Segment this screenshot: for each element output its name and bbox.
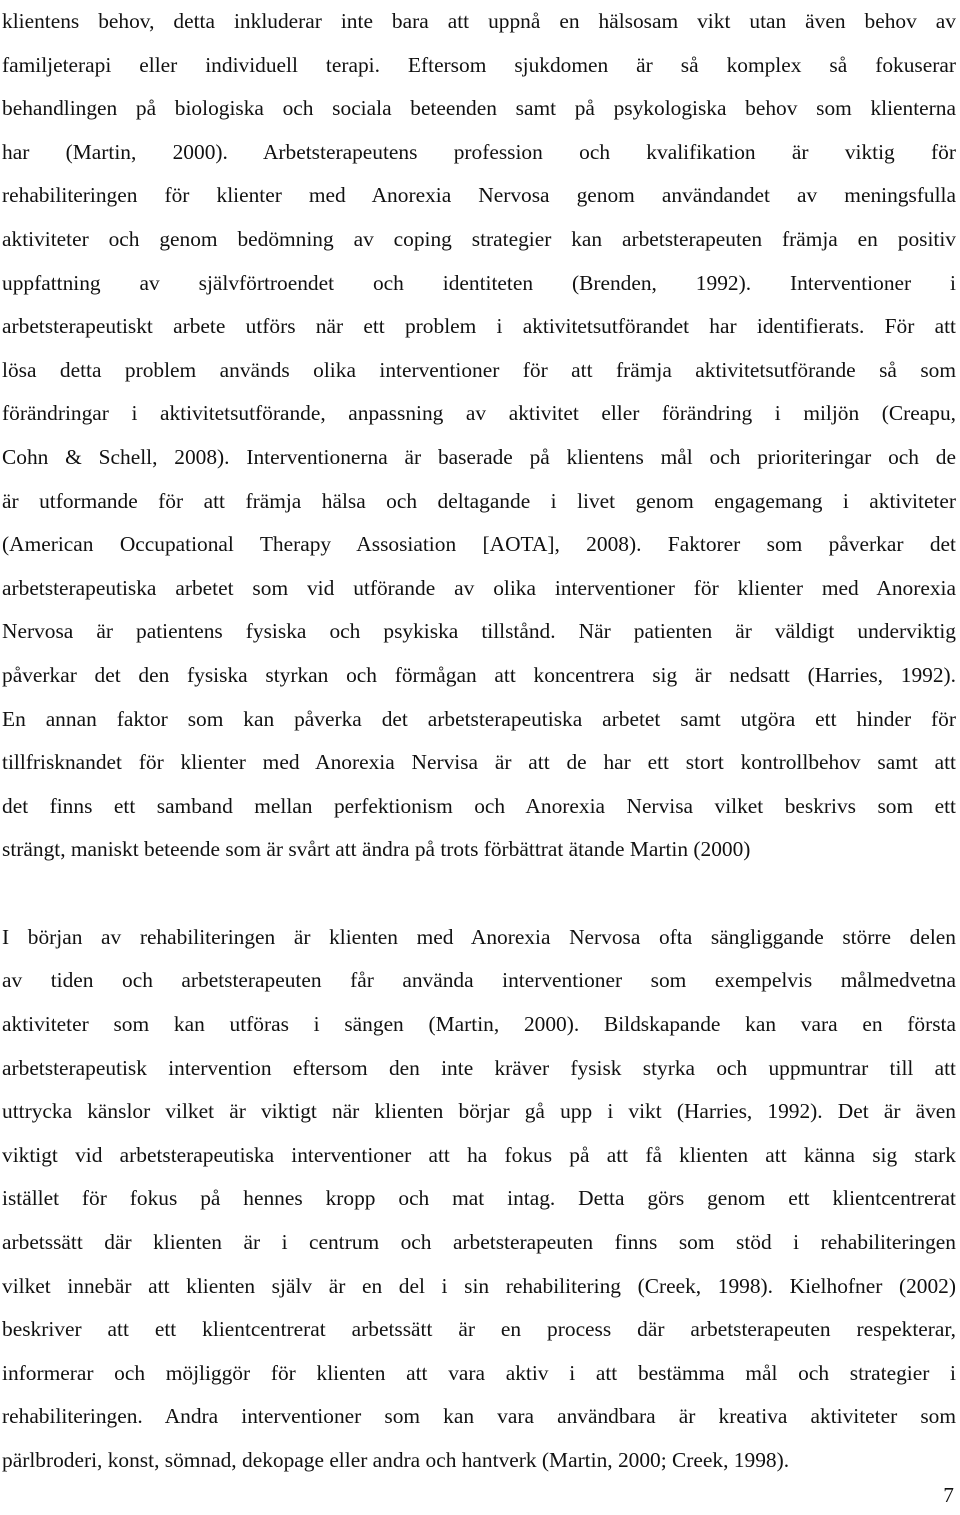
text-line: av tiden och arbetsterapeuten får använda interventioner som exempelvis målmedvetna — [2, 968, 956, 993]
text-line: arbetsterapeutiskt arbete utförs när ett problem i aktivitetsutförandet har identifierats. För att — [2, 314, 956, 339]
text-line: familjeterapi eller individuell terapi. Eftersom sjukdomen är så komplex så fokuserar — [2, 52, 956, 77]
text-line: (American Occupational Therapy Assosiation [AOTA], 2008). Faktorer som påverkar det — [2, 532, 956, 557]
text-line: tillfrisknandet för klienter med Anorexia Nervisa är att de har ett stort kontrollbehov samt att — [2, 750, 956, 775]
text-line: är utformande för att främja hälsa och deltagande i livet genom engagemang i aktiviteter — [2, 488, 956, 513]
text-line: vilket innebär att klienten själv är en del i sin rehabilitering (Creek, 1998). Kielhofner (2002) — [2, 1273, 956, 1298]
text-line: lösa detta problem används olika interventioner för att främja aktivitetsutförande så som — [2, 357, 956, 382]
text-line: Cohn & Schell, 2008). Interventionerna är baserade på klientens mål och prioriteringar och de — [2, 444, 956, 469]
text-line: strängt, maniskt beteende som är svårt att ändra på trots förbättrat ätande Martin (2000) — [2, 837, 751, 862]
text-line: informerar och möjliggör för klienten att vara aktiv i att bestämma mål och strategier i — [2, 1360, 956, 1385]
paragraph-spacer — [2, 872, 956, 916]
text-line: pärlbroderi, konst, sömnad, dekopage eller andra och hantverk (Martin, 2000; Creek, 1998). — [2, 1448, 790, 1472]
document-page — [2, 0, 956, 1483]
text-line: uppfattning av självförtroendet och identiteten (Brenden, 1992). Interventioner i — [2, 270, 956, 295]
text-line: rehabiliteringen. Andra interventioner som kan vara användbara är kreativa aktiviteter som — [2, 1404, 956, 1429]
text-line: klientens behov, detta inkluderar inte bara att uppnå en hälsosam vikt utan även behov av — [2, 9, 956, 33]
paragraph-1 — [2, 0, 956, 872]
text-line: beskriver att ett klientcentrerat arbetssätt är en process där arbetsterapeuten respekterar, — [2, 1317, 956, 1342]
text-line: arbetsterapeutiska arbetet som vid utförande av olika interventioner för klienter med Anorexia — [2, 575, 956, 600]
page-number: 7 — [943, 1483, 954, 1507]
text-line: aktiviteter som kan utföras i sängen (Martin, 2000). Bildskapande kan vara en första — [2, 1012, 956, 1037]
text-line: har (Martin, 2000). Arbetsterapeutens profession och kvalifikation är viktig för — [2, 139, 956, 164]
text-line: arbetssätt där klienten är i centrum och arbetsterapeuten finns som stöd i rehabiliteringen — [2, 1230, 956, 1255]
text-line: förändringar i aktivitetsutförande, anpassning av aktivitet eller förändring i miljön (Creapu, — [2, 401, 956, 426]
text-line: påverkar det den fysiska styrkan och förmågan att koncentrera sig är nedsatt (Harries, 1992). — [2, 662, 956, 687]
paragraph-2 — [2, 916, 956, 1483]
text-line: Nervosa är patientens fysiska och psykiska tillstånd. När patienten är väldigt underviktig — [2, 619, 956, 644]
text-line: I början av rehabiliteringen är klienten med Anorexia Nervosa ofta sängliggande större delen — [2, 924, 956, 949]
text-line: behandlingen på biologiska och sociala beteenden samt på psykologiska behov som klienterna — [2, 96, 956, 121]
text-line: viktigt vid arbetsterapeutiska interventioner att ha fokus på att få klienten att känna sig stark — [2, 1142, 956, 1167]
text-line: det finns ett samband mellan perfektionism och Anorexia Nervisa vilket beskrivs som ett — [2, 793, 956, 818]
text-line: aktiviteter och genom bedömning av coping strategier kan arbetsterapeuten främja en positiv — [2, 226, 956, 251]
text-line: uttrycka känslor vilket är viktigt när klienten börjar gå upp i vikt (Harries, 1992). Det är även — [2, 1099, 956, 1124]
text-line: arbetsterapeutisk intervention eftersom den inte kräver fysisk styrka och uppmuntrar till att — [2, 1055, 956, 1080]
text-line: istället för fokus på hennes kropp och mat intag. Detta görs genom ett klientcentrerat — [2, 1186, 956, 1211]
text-line: En annan faktor som kan påverka det arbetsterapeutiska arbetet samt utgöra ett hinder för — [2, 706, 956, 731]
text-line: rehabiliteringen för klienter med Anorexia Nervosa genom användandet av meningsfulla — [2, 183, 956, 208]
